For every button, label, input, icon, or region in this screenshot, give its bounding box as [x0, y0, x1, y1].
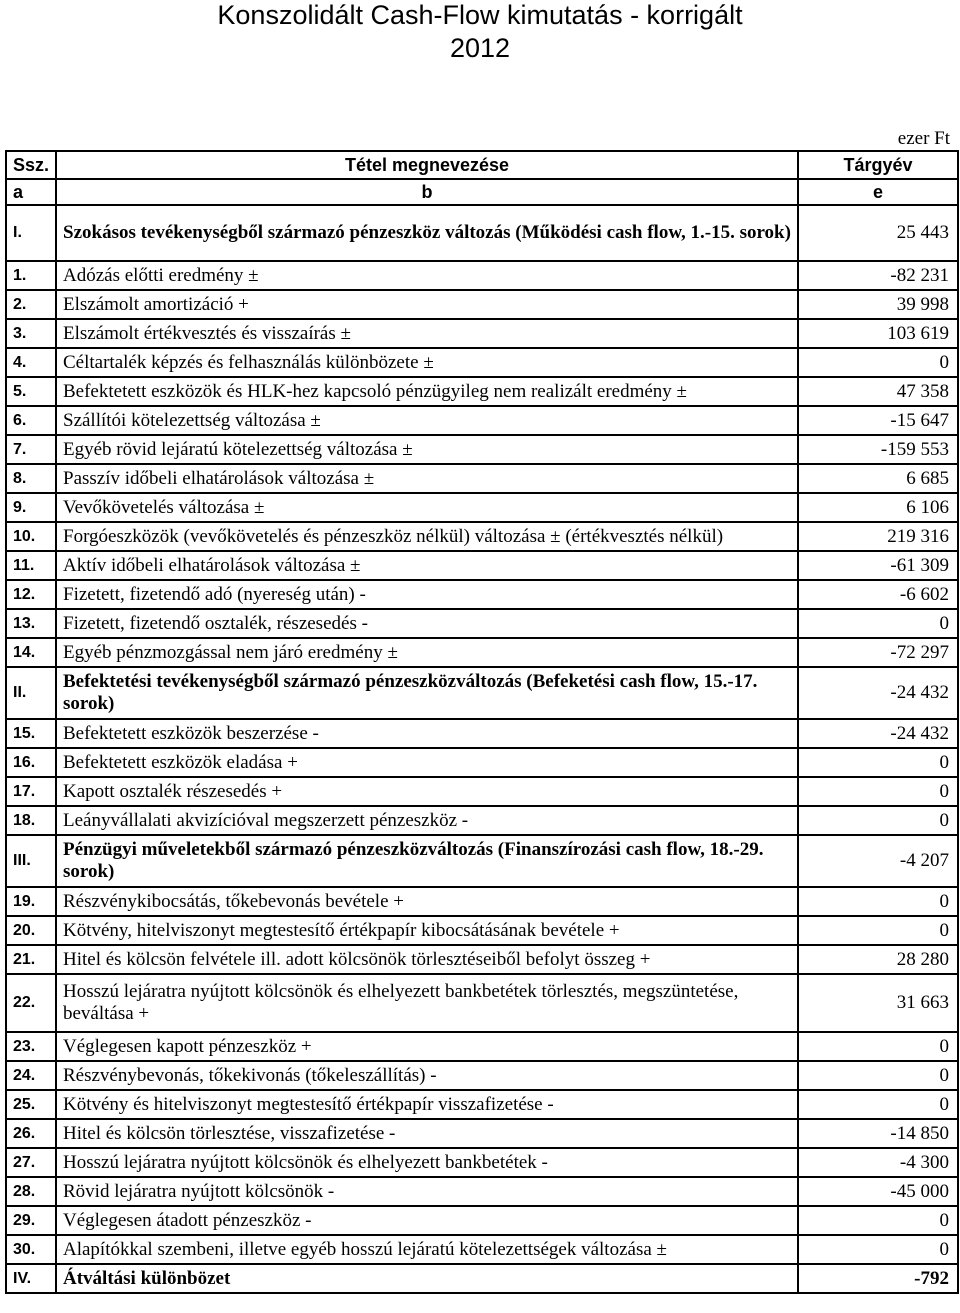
table-row — [6, 319, 958, 348]
row-number: 13. — [6, 609, 56, 638]
row-number: 9. — [6, 493, 56, 522]
row-label: Részvénykibocsátás, tőkebevonás bevétele + — [56, 887, 798, 916]
table-row — [6, 777, 958, 806]
table-row — [6, 1032, 958, 1061]
row-number: 18. — [6, 806, 56, 835]
table-row — [6, 261, 958, 290]
row-number: II. — [6, 667, 56, 719]
row-value: 0 — [798, 1061, 958, 1090]
table-row — [6, 1090, 958, 1119]
row-value: 0 — [798, 1032, 958, 1061]
row-number: 26. — [6, 1119, 56, 1148]
table-row — [6, 406, 958, 435]
table-row — [6, 493, 958, 522]
row-number: 1. — [6, 261, 56, 290]
row-value: -24 432 — [798, 667, 958, 719]
table-row — [6, 609, 958, 638]
row-number: 2. — [6, 290, 56, 319]
section-row — [6, 205, 958, 261]
row-value: 219 316 — [798, 522, 958, 551]
row-number: 17. — [6, 777, 56, 806]
row-number: 29. — [6, 1206, 56, 1235]
table-row — [6, 916, 958, 945]
section-row — [6, 1264, 958, 1293]
table-row — [6, 290, 958, 319]
cash-flow-table — [5, 150, 959, 1294]
row-label: Adózás előtti eredmény ± — [56, 261, 798, 290]
row-label: Egyéb pénzmozgással nem járó eredmény ± — [56, 638, 798, 667]
header-row — [6, 151, 958, 179]
row-number: IV. — [6, 1264, 56, 1293]
table-row — [6, 748, 958, 777]
table-row — [6, 464, 958, 493]
row-number: 27. — [6, 1148, 56, 1177]
table-row — [6, 435, 958, 464]
row-label: Kötvény, hitelviszonyt megtestesítő értékpapír kibocsátásának bevétele + — [56, 916, 798, 945]
row-label: Véglegesen kapott pénzeszköz + — [56, 1032, 798, 1061]
row-label: Vevőkövetelés változása ± — [56, 493, 798, 522]
row-number: 5. — [6, 377, 56, 406]
row-number: 21. — [6, 945, 56, 974]
row-value: -61 309 — [798, 551, 958, 580]
table-row — [6, 377, 958, 406]
row-label: Befektetett eszközök és HLK-hez kapcsoló pénzügyileg nem realizált eredmény ± — [56, 377, 798, 406]
row-value: 25 443 — [798, 205, 958, 261]
section-row — [6, 667, 958, 719]
row-label: Fizetett, fizetendő osztalék, részesedés - — [56, 609, 798, 638]
row-value: 0 — [798, 348, 958, 377]
row-number: 16. — [6, 748, 56, 777]
row-number: 22. — [6, 974, 56, 1032]
row-value: -82 231 — [798, 261, 958, 290]
table-row — [6, 1177, 958, 1206]
table-row — [6, 806, 958, 835]
row-label: Pénzügyi műveletekből származó pénzeszközváltozás (Finanszírozási cash flow, 18.-29. sorok) — [56, 835, 798, 887]
row-number: 19. — [6, 887, 56, 916]
row-value: -4 300 — [798, 1148, 958, 1177]
row-value: 6 685 — [798, 464, 958, 493]
table-row — [6, 1206, 958, 1235]
page-title: Konszolidált Cash-Flow kimutatás - korrigált — [217, 0, 743, 30]
table-row — [6, 974, 958, 1032]
row-label: Hitel és kölcsön felvétele ill. adott kölcsönök törlesztéseiből befolyt összeg + — [56, 945, 798, 974]
row-number: 11. — [6, 551, 56, 580]
row-value: 39 998 — [798, 290, 958, 319]
row-value: 103 619 — [798, 319, 958, 348]
row-value: -6 602 — [798, 580, 958, 609]
row-label: Részvénybevonás, tőkekivonás (tőkeleszállítás) - — [56, 1061, 798, 1090]
row-label: Forgóeszközök (vevőkövetelés és pénzeszköz nélkül) változása ± (értékvesztés nélkül) — [56, 522, 798, 551]
table-row — [6, 522, 958, 551]
row-value: 0 — [798, 1235, 958, 1264]
row-number: 30. — [6, 1235, 56, 1264]
row-label: Szállítói kötelezettség változása ± — [56, 406, 798, 435]
row-label: Hosszú lejáratra nyújtott kölcsönök és elhelyezett bankbetétek - — [56, 1148, 798, 1177]
section-row — [6, 835, 958, 887]
row-label: Egyéb rövid lejáratú kötelezettség változása ± — [56, 435, 798, 464]
header-tetel: Tétel megnevezése — [56, 151, 798, 179]
row-value: 28 280 — [798, 945, 958, 974]
row-label: Alapítókkal szembeni, illetve egyéb hosszú lejáratú kötelezettségek változása ± — [56, 1235, 798, 1264]
row-label: Befektetési tevékenységből származó pénzeszközváltozás (Befeketési cash flow, 15.-17. sorok) — [56, 667, 798, 719]
row-label: Passzív időbeli elhatárolások változása ± — [56, 464, 798, 493]
row-value: -15 647 — [798, 406, 958, 435]
row-label: Elszámolt amortizáció + — [56, 290, 798, 319]
row-number: 10. — [6, 522, 56, 551]
row-value: 47 358 — [798, 377, 958, 406]
header-targyev: Tárgyév — [798, 151, 958, 179]
row-value: -14 850 — [798, 1119, 958, 1148]
row-label: Céltartalék képzés és felhasználás különbözete ± — [56, 348, 798, 377]
table-row — [6, 719, 958, 748]
row-number: 20. — [6, 916, 56, 945]
table-row — [6, 1148, 958, 1177]
row-number: 25. — [6, 1090, 56, 1119]
row-label: Kötvény és hitelviszonyt megtestesítő értékpapír visszafizetése - — [56, 1090, 798, 1119]
row-number: 7. — [6, 435, 56, 464]
row-label: Véglegesen átadott pénzeszköz - — [56, 1206, 798, 1235]
row-label: Aktív időbeli elhatárolások változása ± — [56, 551, 798, 580]
row-label: Szokásos tevékenységből származó pénzeszköz változás (Működési cash flow, 1.-15. sorok) — [56, 205, 798, 261]
table-row — [6, 945, 958, 974]
row-value: 0 — [798, 806, 958, 835]
row-value: 0 — [798, 1206, 958, 1235]
table-row — [6, 638, 958, 667]
row-value: 0 — [798, 748, 958, 777]
header-sub-b: b — [56, 179, 798, 205]
header-ssz: Ssz. — [6, 151, 56, 179]
row-value: -45 000 — [798, 1177, 958, 1206]
row-value: -4 207 — [798, 835, 958, 887]
row-value: 0 — [798, 609, 958, 638]
row-value: 31 663 — [798, 974, 958, 1032]
row-value: -24 432 — [798, 719, 958, 748]
row-value: 0 — [798, 916, 958, 945]
row-label: Befektetett eszközök eladása + — [56, 748, 798, 777]
row-label: Elszámolt értékvesztés és visszaírás ± — [56, 319, 798, 348]
row-label: Rövid lejáratra nyújtott kölcsönök - — [56, 1177, 798, 1206]
table-row — [6, 580, 958, 609]
row-number: 23. — [6, 1032, 56, 1061]
row-value: -159 553 — [798, 435, 958, 464]
row-value: 6 106 — [798, 493, 958, 522]
row-number: 4. — [6, 348, 56, 377]
row-number: 28. — [6, 1177, 56, 1206]
table-row — [6, 1119, 958, 1148]
row-number: 6. — [6, 406, 56, 435]
row-label: Átváltási különbözet — [56, 1264, 798, 1293]
row-label: Befektetett eszközök beszerzése - — [56, 719, 798, 748]
row-number: III. — [6, 835, 56, 887]
row-number: 3. — [6, 319, 56, 348]
row-label: Hosszú lejáratra nyújtott kölcsönök és elhelyezett bankbetétek törlesztés, megszüntetése, beváltása + — [56, 974, 798, 1032]
row-label: Hitel és kölcsön törlesztése, visszafizetése - — [56, 1119, 798, 1148]
table-row — [6, 1061, 958, 1090]
header-subrow — [6, 179, 958, 205]
row-label: Leányvállalati akvizícióval megszerzett pénzeszköz - — [56, 806, 798, 835]
row-number: 14. — [6, 638, 56, 667]
unit-label: ezer Ft — [897, 128, 950, 149]
row-label: Kapott osztalék részesedés + — [56, 777, 798, 806]
row-value: -72 297 — [798, 638, 958, 667]
row-number: 12. — [6, 580, 56, 609]
table-row — [6, 1235, 958, 1264]
row-number: 8. — [6, 464, 56, 493]
header-sub-e: e — [798, 179, 958, 205]
row-value: -792 — [798, 1264, 958, 1293]
row-number: I. — [6, 205, 56, 261]
row-value: 0 — [798, 1090, 958, 1119]
row-number: 24. — [6, 1061, 56, 1090]
row-number: 15. — [6, 719, 56, 748]
header-sub-a: a — [6, 179, 56, 205]
page-subtitle-year: 2012 — [449, 33, 511, 63]
row-value: 0 — [798, 887, 958, 916]
table-row — [6, 887, 958, 916]
row-value: 0 — [798, 777, 958, 806]
table-row — [6, 348, 958, 377]
row-label: Fizetett, fizetendő adó (nyereség után) - — [56, 580, 798, 609]
table-row — [6, 551, 958, 580]
